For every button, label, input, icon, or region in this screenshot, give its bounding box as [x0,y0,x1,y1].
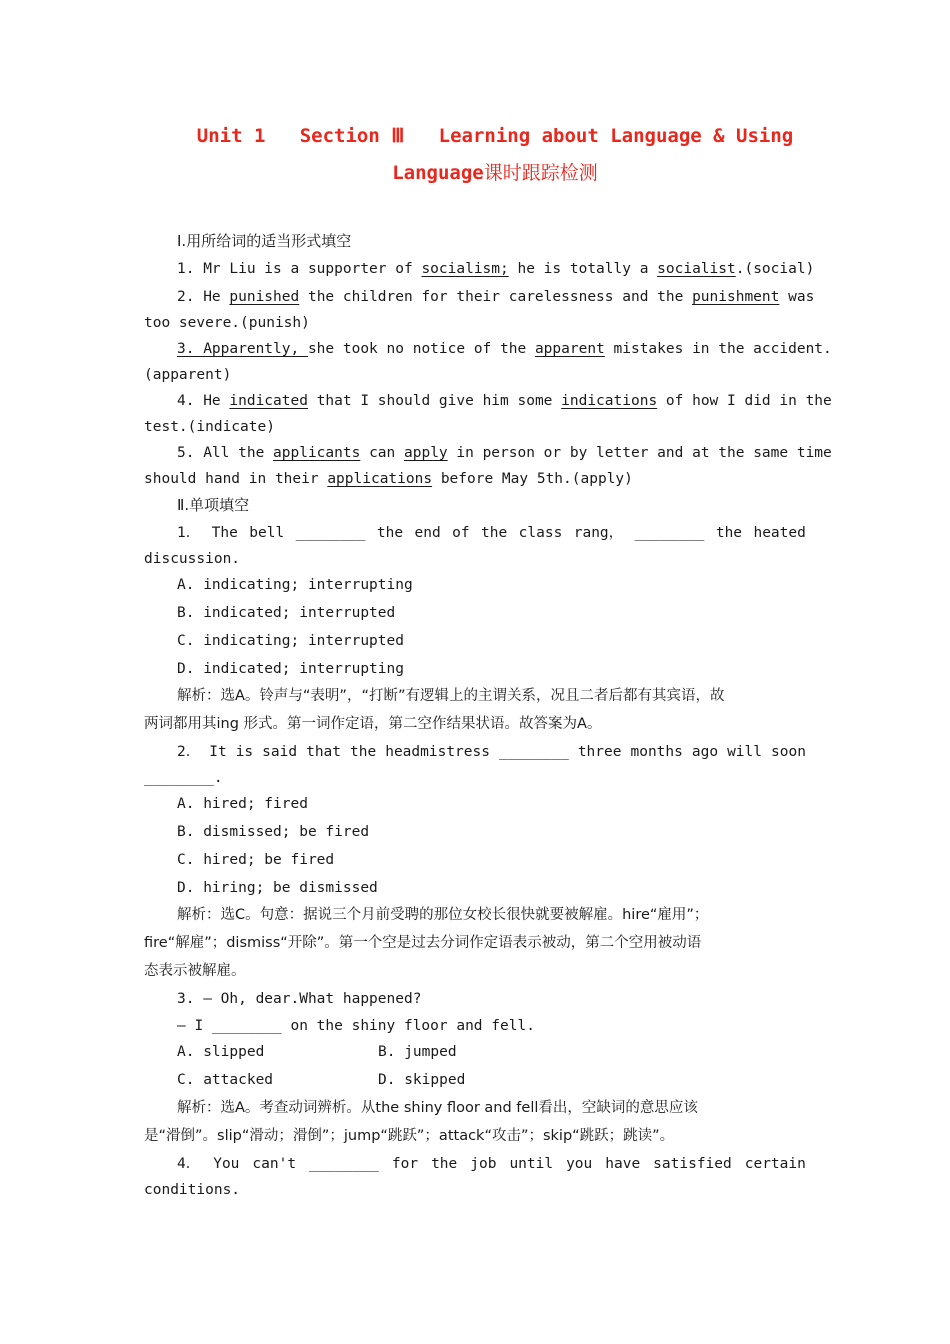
word: ago [691,744,719,760]
answer: applications [327,471,433,487]
q3-stem-line1: 3. — Oh, dear.What happened? [177,991,422,1007]
s1-item1 [177,259,815,279]
s1-item5-line1 [177,443,832,463]
word: end [414,525,441,541]
word: of [452,525,470,541]
answer: punished [229,289,300,305]
s1-item3-line1 [177,339,832,359]
word: certain [744,1156,806,1172]
text: the children for their carelessness and the [299,289,693,305]
q1-explanation-line1: 解析：选A。铃声与“表明”，“打断”有逻辑上的主谓关系，况且二者后都有其宾语，故 [177,688,725,704]
q3-options-row2 [177,1070,806,1090]
q2-explanation-line2: fire“解雇”；dismiss“开除”。第一个空是过去分词作定语表示被动，第二个空用被动语 [144,935,702,951]
word: the [376,525,404,541]
q2-stem-line1 [177,742,806,762]
word: you [566,1156,593,1172]
title-chinese: 课时跟踪检测 [483,162,598,184]
answer: socialist [657,261,736,277]
q3-option-b: B. jumped [378,1044,457,1060]
word: can't [252,1156,297,1172]
word: It [209,744,227,760]
word: have [605,1156,641,1172]
answer: punishment [692,289,780,305]
q2-option-b: B. dismissed; be fired [177,824,370,840]
word: job [470,1156,497,1172]
q1-option-a: A. indicating; interrupting [177,577,413,593]
word: the [481,525,508,541]
word: until [509,1156,554,1172]
word: the [715,525,743,541]
q2-stem-line2: ________. [144,770,223,786]
q1-option-b: B. indicated; interrupted [177,605,396,621]
word: class [518,525,563,541]
answer: indicated [229,393,308,409]
text: 4. He [177,393,230,409]
answer: apparent [534,341,605,357]
word: the [431,1156,458,1172]
q2-explanation-line1: 解析：选C。句意：据说三个月前受聘的那位女校长很快就要被解雇。hire“雇用”； [177,907,709,923]
answer: socialism; [421,261,509,277]
blank: ________ [634,525,705,541]
text: 2. He [177,289,230,305]
section1-heading: Ⅰ.用所给词的适当形式填空 [177,232,352,250]
q1-stem-line2: discussion. [144,551,241,567]
word: satisfied [653,1156,732,1172]
text: can [360,445,404,461]
q2-option-d: D. hiring; be dismissed [177,880,378,896]
q3-option-c: C. attacked [177,1072,274,1088]
answer: apply [404,445,448,461]
word: the [350,744,377,760]
q3-explanation-line1: 解析：选A。考查动词辨析。从the shiny floor and fell看出，空缺词的意思应该 [177,1100,698,1116]
text: .(social) [735,261,815,277]
s1-item5-line2 [144,469,806,489]
word: will [727,744,762,760]
document-title-line1: Unit 1 Section Ⅲ Learning about Language & Using [196,125,794,147]
word: 1． [177,525,201,541]
word: You [213,1156,240,1172]
text: mistakes in the accident. [604,341,832,357]
answer: applicants [273,445,361,461]
text: was [779,289,815,305]
word: for [391,1156,419,1172]
document-title-line2 [140,161,850,185]
s1-item3-line2: (apparent) [144,367,232,383]
blank: ________ [309,1156,379,1172]
word: 4． [177,1156,201,1172]
word: months [630,744,683,760]
q2-explanation-line3: 态表示被解雇。 [144,963,246,979]
q4-stem-line1 [177,1154,806,1174]
s1-item4-line2: test.(indicate) [144,419,275,435]
q3-option-d: D. skipped [378,1072,466,1088]
q3-options-row1 [177,1042,806,1062]
word: heated [753,525,806,541]
word: is [235,744,254,760]
answer: indications [561,393,658,409]
q3-stem-line2: — I ________ on the shiny floor and fell. [177,1018,535,1034]
word: soon [771,744,806,760]
text: should hand in their [144,471,328,487]
q1-option-d: D. indicated; interrupting [177,661,404,677]
s1-item2-line1 [177,287,815,307]
word: headmistress [385,744,490,760]
section2-heading: Ⅱ.单项填空 [177,496,250,514]
title-english: Language [392,162,484,184]
word: said [262,744,298,760]
q1-option-c: C. indicating; interrupted [177,633,404,649]
q3-explanation-line2: 是“滑倒”。slip“滑动；滑倒”；jump“跳跃”；attack“攻击”；skip“跳跃；跳读”。 [144,1128,675,1144]
word: 2． [177,744,201,760]
text: she took no notice of the [307,341,535,357]
text: 5. All the [177,445,274,461]
text: 1. Mr Liu is a supporter of [177,261,422,277]
text: he is totally a [508,261,658,277]
q4-stem-line2: conditions. [144,1182,241,1198]
blank: ________ [498,744,569,760]
word: The [211,525,238,541]
text: that I should give him some [307,393,562,409]
q2-option-a: A. hired; fired [177,796,308,812]
word: that [306,744,342,760]
q2-option-c: C. hired; be fired [177,852,335,868]
text: before May 5th.(apply) [432,471,633,487]
word: three [577,744,622,760]
answer: 3. Apparently, [177,341,308,357]
q1-stem-line1 [177,523,806,543]
s1-item4-line1 [177,391,832,411]
blank: ________ [295,525,366,541]
text: in person or by letter and at the same time [447,445,832,461]
text: of how I did in the [657,393,832,409]
word: bell [249,525,285,541]
s1-item2-line2: too severe.(punish) [144,315,310,331]
q3-option-a: A. slipped [177,1044,265,1060]
word: rang， [573,525,624,541]
q1-explanation-line2: 两词都用其ing 形式。第一词作定语，第二空作结果状语。故答案为A。 [144,716,602,732]
